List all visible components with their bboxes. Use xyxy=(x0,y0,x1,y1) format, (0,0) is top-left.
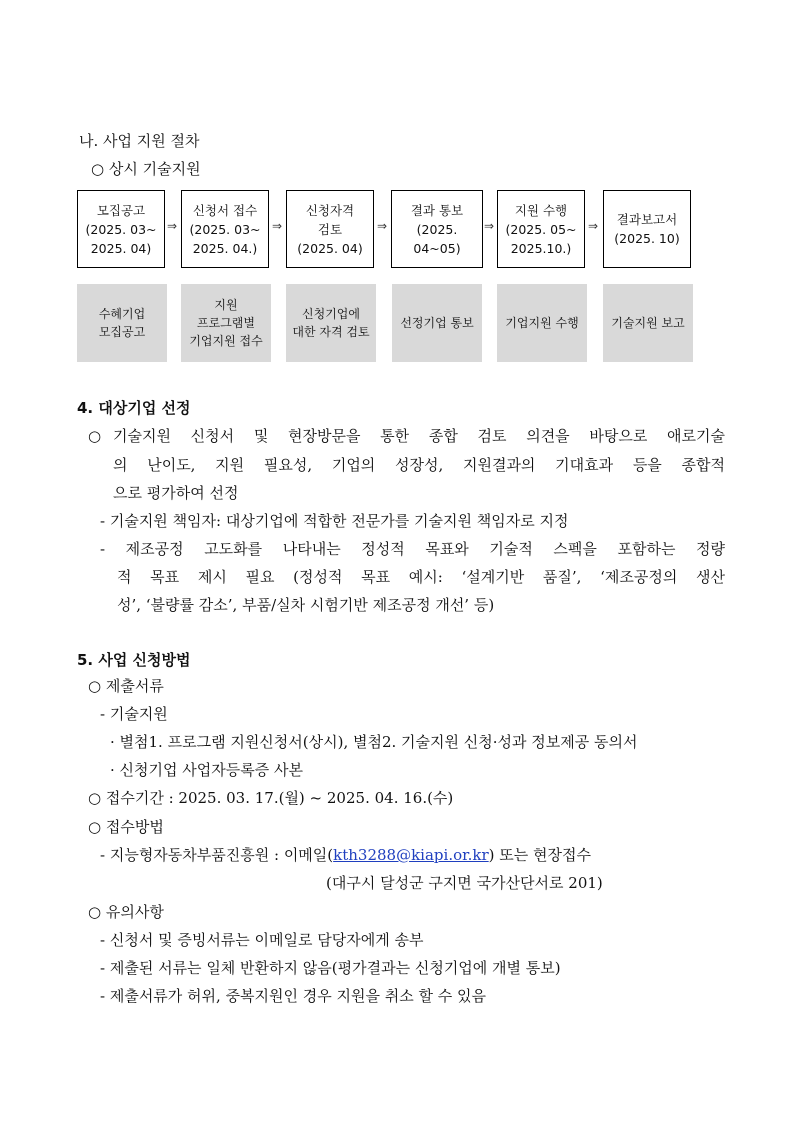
flow-desc-2-line: 기업지원 접수 xyxy=(189,334,263,348)
flow-step-6-line: (2025. 10) xyxy=(614,231,680,246)
section-5-title: 5. 사업 신청방법 xyxy=(77,651,191,669)
flow-step-2-line: (2025. 03~ xyxy=(189,221,261,237)
flow-desc-5-line: 기업지원 수행 xyxy=(505,316,579,330)
flow-desc-1-line: 모집공고 xyxy=(98,325,146,339)
flow-desc-2-line: 프로그램별 xyxy=(197,316,255,330)
note-item: - 신청서 및 증빙서류는 이메일로 담당자에게 송부 xyxy=(100,931,424,949)
flow-step-3 xyxy=(286,190,374,268)
flow-arrow-icon: ⇒ xyxy=(484,219,495,233)
bullet-icon: ○ xyxy=(88,427,102,445)
flow-desc-4 xyxy=(392,284,482,362)
flow-desc-3-line: 대한 자격 검토 xyxy=(292,325,370,339)
section-4-title: 4. 대상기업 선정 xyxy=(77,399,191,417)
flow-step-1-line: 2025. 04) xyxy=(90,240,152,256)
section-4-detail: - 기술지원 책임자: 대상기업에 적합한 전문가를 기술지원 책임자로 지정 xyxy=(100,512,569,530)
email-link[interactable]: kth3288@kiapi.or.kr xyxy=(333,846,489,864)
flow-step-2-line: 신청서 접수 xyxy=(192,202,258,218)
method-heading: ○ 접수방법 xyxy=(88,818,164,836)
flow-desc-1 xyxy=(77,284,167,362)
method-text: ) 또는 현장접수 xyxy=(488,846,592,864)
note-item: - 제출서류가 허위, 중복지원인 경우 지원을 취소 할 수 있음 xyxy=(100,987,487,1005)
procedure-heading: 나. 사업 지원 절차 xyxy=(79,132,200,150)
flow-desc-3-line: 신청기업에 xyxy=(302,307,360,321)
flow-desc-2-line: 지원 xyxy=(214,298,238,312)
flow-step-4 xyxy=(391,190,483,268)
flow-arrow-icon: ⇒ xyxy=(167,219,178,233)
application-period: ○ 접수기간 : 2025. 03. 17.(월) ~ 2025. 04. 16.(수) xyxy=(88,789,454,807)
note-item: - 제출된 서류는 일체 반환하지 않음(평가결과는 신청기업에 개별 통보) xyxy=(100,959,561,977)
flow-step-6-line: 결과보고서 xyxy=(616,212,678,227)
docs-item: · 별첨1. 프로그램 지원신청서(상시), 별첨2. 기술지원 신청·성과 정보제공 동의서 xyxy=(110,733,638,751)
section-4-detail-line: 성’, ‘불량률 감소’, 부품/실차 시험기반 제조공정 개선’ 등) xyxy=(117,596,495,614)
flow-step-1 xyxy=(77,190,165,268)
section-4-paragraph-line: 기술지원 신청서 및 현장방문을 통한 종합 검토 의견을 바탕으로 애로기술 xyxy=(113,427,725,445)
section-4-paragraph-line: 의 난이도, 지원 필요성, 기업의 성장성, 지원결과의 기대효과 등을 종합적 xyxy=(113,456,725,474)
flow-step-4-line: 결과 통보 xyxy=(410,202,464,218)
flow-desc-6-line: 기술지원 보고 xyxy=(611,316,685,330)
flow-step-3-line: (2025. 04) xyxy=(297,240,363,256)
flow-arrow-icon: ⇒ xyxy=(377,219,388,233)
section-4-detail-line: - 제조공정 고도화를 나타내는 정성적 목표와 기술적 스펙을 포함하는 정량 xyxy=(100,540,725,558)
flow-desc-3 xyxy=(286,284,376,362)
flow-step-1-line: 모집공고 xyxy=(96,202,146,218)
flow-desc-6 xyxy=(603,284,693,362)
flow-step-1-line: (2025. 03~ xyxy=(85,221,157,237)
flow-step-5-line: (2025. 05~ xyxy=(505,221,577,237)
flow-step-5-line: 2025.10.) xyxy=(510,240,572,256)
flow-step-3-line: 신청자격 xyxy=(305,202,355,218)
flow-step-2-line: 2025. 04.) xyxy=(192,240,258,256)
method-line xyxy=(100,845,591,865)
notes-heading: ○ 유의사항 xyxy=(88,903,164,921)
flow-desc-2 xyxy=(181,284,271,362)
flow-step-2 xyxy=(181,190,269,268)
section-4-paragraph-line: 으로 평가하여 선정 xyxy=(113,484,239,502)
docs-item: · 신청기업 사업자등록증 사본 xyxy=(110,761,303,779)
flow-step-3-line: 검토 xyxy=(317,221,343,237)
flow-desc-4-line: 선정기업 통보 xyxy=(400,316,474,330)
method-text: - 지능형자동차부품진흥원 : 이메일( xyxy=(100,846,334,864)
flow-step-5 xyxy=(497,190,585,268)
flow-step-4-line: (2025. 04~05) xyxy=(413,221,461,256)
flow-arrow-icon: ⇒ xyxy=(588,219,599,233)
flow-step-5-line: 지원 수행 xyxy=(514,202,568,218)
docs-subheading: - 기술지원 xyxy=(100,705,168,723)
flow-desc-5 xyxy=(497,284,587,362)
address: (대구시 달성군 구지면 국가산단서로 201) xyxy=(326,874,603,892)
procedure-subheading: ○ 상시 기술지원 xyxy=(91,160,201,178)
flow-arrow-icon: ⇒ xyxy=(272,219,283,233)
flow-desc-1-line: 수혜기업 xyxy=(98,307,146,321)
section-4-detail-line: 적 목표 제시 필요 (정성적 목표 예시: ‘설계기반 품질’, ‘제조공정의 생산 xyxy=(117,568,725,586)
flow-step-6 xyxy=(603,190,691,268)
docs-heading: ○ 제출서류 xyxy=(88,677,164,695)
